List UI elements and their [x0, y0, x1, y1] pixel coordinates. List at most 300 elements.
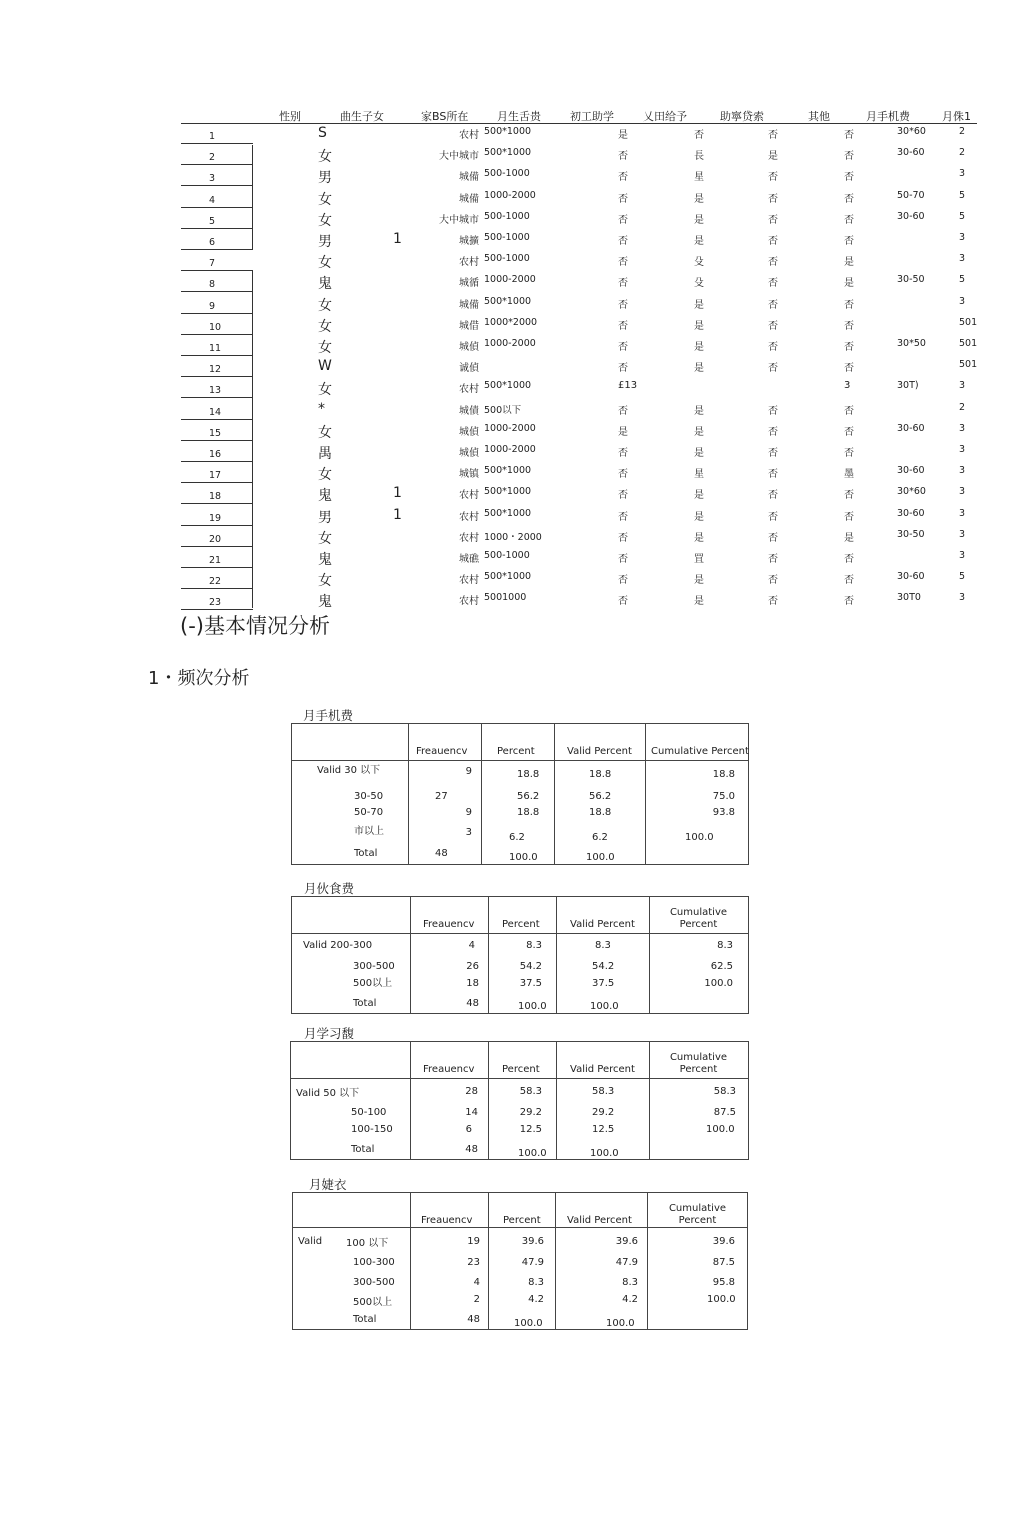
raw-cell-work-study: 否: [618, 236, 628, 247]
row-label: Total: [353, 1314, 377, 1325]
raw-cell-living-expense: 1000-2000: [484, 274, 536, 286]
col-frequency: Freauencv: [416, 746, 468, 757]
raw-cell-meal: 3: [959, 422, 966, 434]
row-label: 300-500: [353, 1277, 395, 1288]
cell: 8.3: [526, 940, 542, 951]
raw-cell-row-index: 23: [209, 597, 222, 609]
row-divider: [181, 546, 253, 547]
freq-table-phone-fee: [291, 723, 749, 865]
raw-cell-row-index: 18: [209, 491, 222, 503]
row-divider: [181, 207, 253, 208]
cell: 58.3: [592, 1086, 615, 1097]
raw-cell-living-expense: 500*1000: [484, 571, 532, 583]
raw-cell-parents-support: 殳: [694, 257, 704, 269]
raw-cell-home-location: 城偵: [459, 448, 479, 459]
cell: 4.2: [528, 1294, 544, 1305]
cell: 6.2: [592, 832, 608, 843]
raw-cell-row-index: 10: [209, 321, 222, 333]
raw-cell-phone-fee: 30-60: [897, 507, 925, 519]
raw-cell-work-study: 否: [618, 151, 628, 163]
raw-cell-home-location: 农村: [459, 490, 479, 502]
raw-cell-row-index: 3: [209, 173, 216, 185]
raw-cell-meal: 3: [959, 168, 966, 180]
raw-cell-row-index: 19: [209, 512, 222, 524]
cell: 29.2: [592, 1107, 615, 1118]
raw-cell-home-location: 大中城市: [439, 214, 479, 226]
raw-cell-work-study: 否: [618, 320, 628, 332]
raw-cell-parents-support: 是: [694, 342, 704, 353]
raw-cell-only-child: 1: [393, 231, 402, 247]
raw-cell-loan: 否: [768, 405, 778, 417]
raw-cell-living-expense: 500*1000: [484, 507, 532, 519]
row-divider: [181, 482, 253, 483]
raw-cell-parents-support: 罝: [694, 554, 704, 565]
header-work-study: 初工助学: [570, 110, 614, 123]
raw-cell-loan: 否: [768, 575, 778, 587]
raw-cell-row-index: 9: [209, 300, 216, 312]
row-label: Valid: [298, 1236, 323, 1247]
row-label: Total: [351, 1144, 375, 1155]
raw-cell-loan: 否: [768, 236, 778, 247]
raw-cell-home-location: 城借: [459, 320, 479, 332]
sub-heading: 1・频次分析: [148, 668, 250, 689]
raw-cell-living-expense: 1000・2000: [484, 531, 542, 543]
row-label: Valid 200-300: [303, 940, 373, 951]
raw-cell-parents-support: 是: [694, 363, 704, 375]
col-cumulative-percent: Cumulative Percent: [668, 1203, 727, 1226]
raw-cell-parents-support: 是: [694, 299, 704, 311]
raw-cell-phone-fee: 30T): [897, 380, 919, 392]
cell: 39.6: [712, 1236, 735, 1247]
raw-cell-loan: 否: [768, 490, 778, 502]
cell: 3: [465, 827, 472, 838]
cell: 6.2: [509, 832, 525, 843]
cell: 48: [435, 848, 448, 859]
raw-cell-row-index: 15: [209, 427, 222, 439]
raw-cell-loan: 否: [768, 469, 778, 481]
raw-cell-parents-support: 是: [694, 426, 704, 438]
raw-cell-gender: 男: [318, 234, 332, 250]
raw-cell-meal: 501: [959, 338, 978, 349]
raw-cell-living-expense: 500*1000: [484, 295, 532, 307]
raw-cell-row-index: 8: [209, 279, 216, 291]
header-other: 其他: [808, 110, 830, 123]
row-divider: [181, 376, 253, 377]
col-cumulative-percent: Cumulative Percent: [669, 1052, 728, 1075]
row-divider: [181, 270, 253, 271]
cell: 58.3: [713, 1086, 736, 1097]
col-frequency: Freauencv: [423, 1064, 475, 1075]
row-divider: [181, 355, 253, 356]
raw-cell-meal: 3: [959, 486, 966, 498]
raw-cell-gender: 女: [318, 573, 332, 590]
raw-cell-other: 否: [844, 363, 854, 375]
header-gender: 性别: [279, 110, 301, 123]
raw-cell-gender: 女: [318, 318, 332, 335]
raw-cell-living-expense: 500-1000: [484, 550, 530, 561]
raw-cell-loan: 否: [768, 554, 778, 565]
cell: 9: [465, 807, 472, 818]
cell: 54.2: [519, 961, 542, 972]
raw-cell-parents-support: 星: [694, 469, 704, 481]
raw-cell-row-index: 6: [209, 237, 216, 248]
raw-cell-work-study: 否: [618, 532, 628, 544]
raw-cell-work-study: 否: [618, 469, 628, 481]
raw-cell-home-location: 农村: [459, 511, 479, 523]
raw-cell-phone-fee: 30T0: [897, 592, 921, 604]
raw-cell-meal: 2: [959, 147, 966, 159]
raw-cell-living-expense: 1000-2000: [484, 338, 536, 349]
raw-cell-other: 否: [844, 596, 854, 608]
raw-cell-other: 否: [844, 320, 854, 332]
raw-cell-row-index: 13: [209, 385, 222, 397]
raw-cell-meal: 3: [959, 253, 966, 265]
cell: 4: [468, 940, 475, 951]
col-valid-percent: Valid Percent: [570, 1064, 635, 1075]
raw-cell-living-expense: 500*1000: [484, 380, 532, 392]
raw-cell-row-index: 7: [209, 258, 216, 270]
raw-cell-row-index: 2: [209, 152, 216, 164]
raw-cell-meal: 5: [959, 210, 966, 222]
raw-cell-meal: 501: [959, 316, 978, 328]
raw-cell-home-location: 城镇: [459, 469, 479, 481]
header-phone-fee: 月手机费: [866, 110, 910, 123]
raw-cell-living-expense: 500*1000: [484, 486, 532, 498]
cell: 37.5: [519, 978, 542, 989]
raw-cell-work-study: 否: [618, 596, 628, 608]
raw-cell-gender: S: [318, 125, 327, 141]
raw-cell-parents-support: 殳: [694, 278, 704, 290]
row-divider: [181, 567, 253, 568]
raw-cell-living-expense: 500以下: [484, 404, 522, 416]
cell: 18.8: [589, 769, 612, 780]
raw-cell-home-location: 城偵: [459, 342, 479, 353]
cell: 75.0: [712, 791, 735, 802]
row-divider: [181, 313, 253, 314]
cell: 18.8: [517, 769, 540, 780]
raw-cell-row-index: 5: [209, 215, 216, 227]
raw-cell-parents-support: 是: [694, 511, 704, 523]
raw-cell-row-index: 20: [209, 533, 222, 545]
raw-cell-gender: 女: [318, 530, 332, 547]
table-title-study-fee: 月学习馥: [304, 1026, 355, 1041]
cell: 56.2: [589, 791, 612, 802]
raw-cell-parents-support: 是: [694, 320, 704, 332]
raw-cell-work-study: 否: [618, 363, 628, 375]
cell: 47.9: [521, 1257, 544, 1268]
col-valid-percent: Valid Percent: [567, 746, 632, 757]
cell: 100.0: [509, 852, 538, 863]
raw-cell-meal: 3: [959, 507, 966, 519]
raw-cell-parents-support: 是: [694, 596, 704, 608]
raw-cell-meal: 3: [959, 295, 966, 307]
row-divider: [181, 291, 253, 292]
row-label: 300-500: [353, 961, 395, 972]
row-divider: [181, 503, 253, 504]
raw-cell-meal: 5: [959, 189, 966, 201]
section-heading: (-)基本情况分析: [180, 614, 330, 638]
raw-cell-gender: 男: [318, 509, 332, 526]
raw-cell-phone-fee: 30*60: [897, 126, 926, 137]
cell: 56.2: [517, 791, 540, 802]
cell: 19: [467, 1236, 480, 1247]
raw-cell-home-location: 城備: [459, 299, 479, 311]
cell: 93.8: [712, 807, 735, 818]
raw-cell-work-study: 否: [618, 342, 628, 353]
raw-cell-gender: 女: [318, 149, 332, 166]
raw-cell-parents-support: 是: [694, 193, 704, 205]
cell: 47.9: [615, 1257, 638, 1268]
raw-cell-living-expense: 1000-2000: [484, 444, 536, 455]
cell: 39.6: [521, 1236, 544, 1247]
raw-cell-other: 否: [844, 448, 854, 459]
raw-cell-parents-support: 星: [694, 172, 704, 184]
raw-cell-home-location: 大中城市: [439, 151, 479, 163]
raw-cell-living-expense: 1000-2000: [484, 422, 536, 434]
raw-cell-other: 否: [844, 299, 854, 311]
raw-cell-gender: 鬼: [318, 594, 332, 611]
raw-cell-living-expense: 500-1000: [484, 232, 530, 243]
raw-cell-gender: 女: [318, 297, 332, 314]
raw-cell-gender: 鬼: [318, 488, 332, 505]
cell: 39.6: [615, 1236, 638, 1247]
cell: 18.8: [517, 807, 540, 818]
raw-cell-work-study: 否: [618, 448, 628, 459]
raw-cell-other: 否: [844, 405, 854, 417]
raw-cell-loan: 是: [768, 151, 778, 163]
cell: 100.0: [704, 978, 733, 989]
raw-cell-row-index: 16: [209, 449, 222, 460]
row-divider: [181, 588, 253, 589]
raw-cell-other: 否: [844, 511, 854, 523]
raw-cell-phone-fee: 30-60: [897, 571, 925, 583]
raw-cell-other: 否: [844, 236, 854, 247]
cell: 2: [473, 1294, 480, 1305]
cell: 100.0: [518, 1148, 547, 1159]
raw-cell-loan: 否: [768, 596, 778, 608]
raw-cell-loan: 否: [768, 511, 778, 523]
cell: 37.5: [592, 978, 615, 989]
raw-cell-gender: *: [318, 400, 325, 417]
col-cumulative-percent: Cumulative Percent: [651, 746, 749, 757]
raw-cell-home-location: 农村: [459, 575, 479, 587]
cell: 100.0: [590, 1001, 619, 1012]
raw-cell-gender: 女: [318, 212, 332, 229]
row-label: Total: [353, 998, 377, 1009]
row-label: 30-50: [354, 791, 384, 802]
table-title-clothing-fee: 月婕衣: [309, 1177, 347, 1192]
raw-cell-parents-support: 是: [694, 405, 704, 417]
raw-cell-work-study: 是: [618, 130, 628, 141]
cell: 100.0: [685, 832, 714, 843]
row-divider: [181, 525, 253, 526]
row-divider: [181, 461, 253, 462]
raw-cell-row-index: 14: [209, 406, 222, 418]
raw-cell-parents-support: 是: [694, 575, 704, 587]
table-title-phone-fee: 月手机费: [303, 708, 354, 723]
cell: 8.3: [717, 940, 733, 951]
col-percent: Percent: [502, 1064, 540, 1075]
raw-cell-other: 墨: [844, 469, 854, 481]
raw-cell-living-expense: 500*1000: [484, 147, 532, 159]
raw-cell-loan: 否: [768, 363, 778, 375]
raw-cell-phone-fee: 30*50: [897, 338, 926, 349]
col-cumulative-percent: Cumulative Percent: [669, 907, 728, 930]
raw-cell-parents-support: 否: [694, 130, 704, 141]
row-divider: [181, 143, 253, 144]
header-monthly-living: 月生舌贵: [497, 110, 541, 123]
cell: 48: [467, 1314, 480, 1325]
raw-cell-row-index: 4: [209, 194, 216, 206]
row-divider: [181, 419, 253, 420]
row-label: Valid 50 以下: [296, 1088, 360, 1099]
cell: 14: [465, 1107, 478, 1118]
raw-cell-meal: 3: [959, 232, 966, 243]
raw-cell-loan: 否: [768, 130, 778, 141]
raw-cell-gender: 女: [318, 424, 332, 441]
raw-cell-other: 否: [844, 193, 854, 205]
header-parents: 乂田给予: [643, 110, 687, 123]
raw-cell-loan: 否: [768, 172, 778, 184]
cell: 54.2: [592, 961, 615, 972]
header-rule: [181, 123, 977, 124]
cell: 18.8: [712, 769, 735, 780]
cell: 4: [473, 1277, 480, 1288]
raw-cell-parents-support: 是: [694, 236, 704, 247]
cell: 58.3: [519, 1086, 542, 1097]
raw-cell-phone-fee: 50-70: [897, 189, 925, 201]
freq-table-clothing-fee: [292, 1192, 748, 1330]
raw-cell-loan: 否: [768, 532, 778, 544]
row-divider: [181, 185, 253, 186]
cell: 18.8: [589, 807, 612, 818]
raw-cell-work-study: 否: [618, 172, 628, 184]
raw-cell-parents-support: 是: [694, 448, 704, 459]
col-percent: Percent: [502, 919, 540, 930]
raw-cell-meal: 2: [959, 126, 966, 137]
raw-cell-gender: 女: [318, 191, 332, 208]
raw-cell-work-study: 否: [618, 299, 628, 311]
raw-cell-home-location: 城備: [459, 193, 479, 205]
raw-cell-home-location: 农村: [459, 596, 479, 608]
raw-cell-phone-fee: 30*60: [897, 486, 926, 498]
raw-cell-row-index: 11: [209, 343, 222, 354]
raw-cell-work-study: 否: [618, 554, 628, 565]
raw-cell-other: 否: [844, 151, 854, 163]
cell: 29.2: [519, 1107, 542, 1118]
cell: 26: [466, 961, 479, 972]
raw-cell-other: 3: [844, 380, 851, 392]
row-label: Valid 30 以下: [317, 765, 381, 776]
header-loan: 助寧贷索: [720, 110, 764, 123]
raw-cell-meal: 3: [959, 528, 966, 540]
raw-cell-home-location: 诚偵: [459, 363, 479, 375]
raw-cell-home-location: 城循: [459, 278, 479, 290]
row-divider: [181, 228, 253, 229]
raw-cell-work-study: 否: [618, 214, 628, 226]
cell: 12.5: [592, 1124, 615, 1135]
row-label: 50-100: [351, 1107, 387, 1118]
raw-cell-meal: 2: [959, 401, 966, 413]
raw-cell-home-location: 农村: [459, 257, 479, 269]
freq-table-meal-fee: [291, 896, 749, 1014]
row-divider: [181, 440, 253, 441]
raw-cell-phone-fee: 30-60: [897, 147, 925, 159]
cell: 100.0: [514, 1318, 543, 1329]
col-percent: Percent: [503, 1215, 541, 1226]
raw-cell-parents-support: 是: [694, 214, 704, 226]
raw-cell-living-expense: 500*1000: [484, 465, 532, 477]
raw-cell-work-study: 否: [618, 193, 628, 205]
row-divider: [181, 397, 253, 398]
raw-cell-meal: 3: [959, 444, 966, 455]
raw-cell-row-index: 17: [209, 470, 222, 482]
raw-cell-other: 否: [844, 342, 854, 353]
cell: 48: [466, 998, 479, 1009]
raw-cell-gender: 女: [318, 467, 332, 484]
row-divider: [181, 164, 253, 165]
raw-cell-home-location: 农村: [459, 384, 479, 396]
cell: 8.3: [595, 940, 611, 951]
row-label: 100-300: [353, 1257, 395, 1268]
cell: 62.5: [710, 961, 733, 972]
row-divider: [181, 249, 253, 250]
raw-cell-parents-support: 是: [694, 532, 704, 544]
raw-cell-phone-fee: 30-50: [897, 528, 925, 540]
cell: 87.5: [713, 1107, 736, 1118]
raw-cell-meal: 3: [959, 550, 966, 561]
raw-cell-other: 否: [844, 554, 854, 565]
raw-cell-other: 否: [844, 490, 854, 502]
raw-cell-gender: 禺: [318, 446, 332, 462]
cell: 12.5: [519, 1124, 542, 1135]
raw-cell-loan: 否: [768, 299, 778, 311]
raw-cell-living-expense: 500-1000: [484, 168, 530, 180]
raw-cell-work-study: £13: [618, 380, 638, 392]
col-frequency: Freauencv: [421, 1215, 473, 1226]
raw-cell-work-study: 否: [618, 575, 628, 587]
raw-cell-meal: 3: [959, 465, 966, 477]
raw-cell-row-index: 12: [209, 364, 222, 376]
cell: 27: [435, 791, 448, 802]
raw-cell-living-expense: 1000*2000: [484, 316, 538, 328]
raw-cell-gender: 女: [318, 382, 332, 399]
raw-cell-gender: 鬼: [318, 276, 332, 293]
raw-cell-meal: 5: [959, 274, 966, 286]
raw-cell-home-location: 城擴: [459, 236, 479, 247]
raw-cell-other: 否: [844, 575, 854, 587]
raw-cell-living-expense: 1000-2000: [484, 189, 536, 201]
table-title-meal-fee: 月伙食费: [304, 881, 355, 896]
cell: 100.0: [706, 1124, 735, 1135]
header-home-location: 家BS所在: [421, 110, 469, 123]
raw-cell-loan: 否: [768, 448, 778, 459]
cell: 87.5: [712, 1257, 735, 1268]
raw-cell-gender: 女: [318, 255, 332, 272]
row-border-left: [252, 145, 253, 250]
raw-cell-parents-support: 長: [694, 151, 704, 163]
raw-cell-loan: 否: [768, 342, 778, 353]
header-meal: 月侏1: [942, 110, 971, 123]
raw-cell-gender: 鬼: [318, 552, 332, 568]
raw-cell-living-expense: 5001000: [484, 592, 527, 604]
raw-cell-other: 是: [844, 257, 854, 269]
row-label: 50-70: [354, 807, 384, 818]
raw-cell-phone-fee: 30-60: [897, 465, 925, 477]
cell: 100.0: [606, 1318, 635, 1329]
row-label: 市以上: [354, 826, 384, 837]
raw-cell-gender: 男: [318, 170, 332, 187]
